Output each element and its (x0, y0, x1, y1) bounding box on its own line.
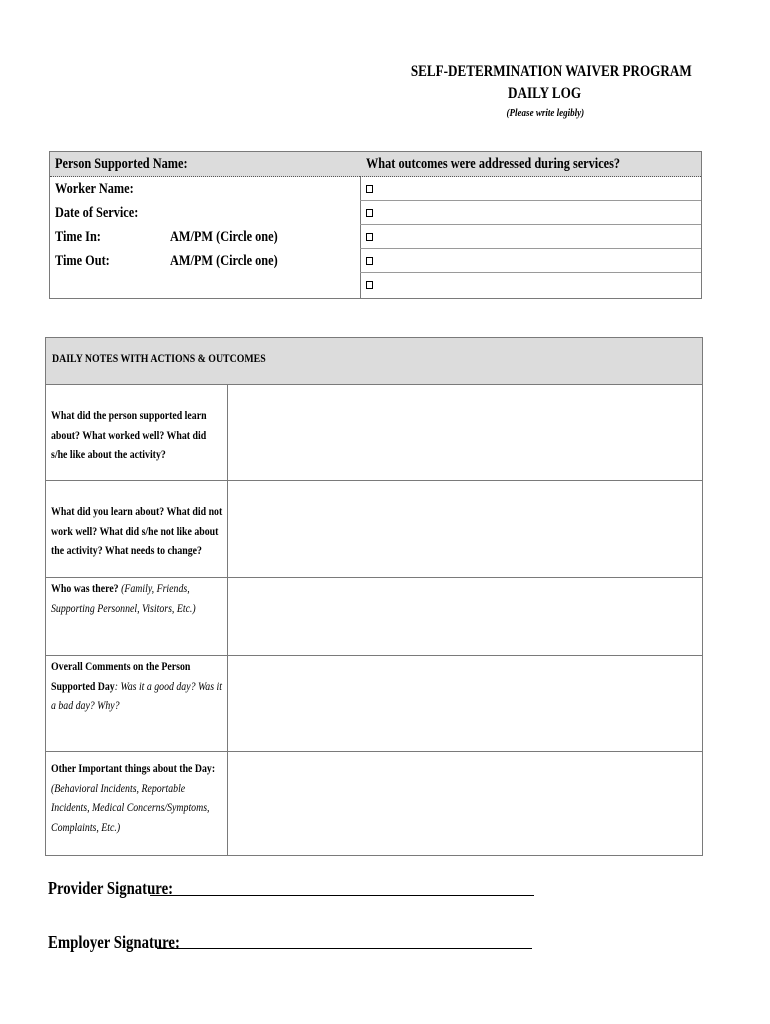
notes-row-worker-learned (46, 480, 702, 578)
time-in-field[interactable]: Time In: (55, 229, 101, 245)
legibility-note: (Please write legibly) (506, 107, 584, 119)
provider-signature-line[interactable] (150, 895, 534, 896)
outcomes-header: What outcomes were addressed during services? (366, 156, 621, 172)
provider-signature-label: Provider Signature: (48, 878, 174, 898)
worker-name-field[interactable]: Worker Name: (55, 181, 134, 197)
notes-answer-area[interactable] (228, 578, 702, 656)
outcome-checkbox[interactable] (366, 233, 373, 241)
notes-answer-area[interactable] (228, 385, 702, 481)
notes-question: Who was there? (51, 581, 119, 595)
form-subtitle: DAILY LOG (508, 85, 582, 102)
notes-question: Overall Comments on the Person Supported Day (51, 659, 191, 693)
outcome-row (360, 249, 701, 273)
time-out-ampm[interactable]: AM/PM (Circle one) (170, 253, 278, 269)
outcome-checkbox[interactable] (366, 209, 373, 217)
notes-row-other-important: Other Important things about the Day:(Behavioral Incidents, Reportable Incidents, Medical Concerns/Symptoms, Complaints, Etc.) (46, 751, 702, 856)
outcome-checkbox[interactable] (366, 185, 373, 193)
daily-notes-table (45, 337, 703, 856)
notes-question: What did you learn about? What did not work well? What did s/he not like about the activity? What needs to change? (51, 504, 223, 557)
outcome-checkbox[interactable] (366, 257, 373, 265)
notes-answer-area[interactable] (228, 752, 702, 856)
outcomes-column (360, 152, 701, 298)
time-out-field[interactable]: Time Out: (55, 253, 110, 269)
notes-question: Other Important things about the Day: (51, 761, 216, 775)
form-header (380, 62, 710, 120)
notes-answer-area[interactable] (228, 656, 702, 752)
daily-notes-header: DAILY NOTES WITH ACTIONS & OUTCOMES (52, 351, 266, 365)
info-fields (50, 152, 361, 298)
date-of-service-field[interactable]: Date of Service: (55, 205, 139, 221)
form-title: SELF-DETERMINATION WAIVER PROGRAM (410, 63, 692, 80)
notes-row-who-was-there: Who was there? (Family, Friends, Supporting Personnel, Visitors, Etc.) (46, 577, 702, 656)
info-table (49, 151, 702, 299)
notes-row-overall-comments: Overall Comments on the Person Supported Day: Was it a good day? Was it a bad day? Why? (46, 655, 702, 752)
notes-answer-area[interactable] (228, 481, 702, 578)
outcome-checkbox[interactable] (366, 281, 373, 289)
time-in-ampm[interactable]: AM/PM (Circle one) (170, 229, 278, 245)
notes-row-learned (46, 384, 702, 481)
person-supported-name-field[interactable]: Person Supported Name: (55, 156, 188, 172)
outcome-row (360, 177, 701, 201)
outcome-row (360, 273, 701, 297)
employer-signature-label: Employer Signature: (48, 932, 180, 952)
notes-question: What did the person supported learn about? What worked well? What did s/he like about the activity? (51, 408, 207, 461)
employer-signature-line[interactable] (157, 948, 532, 949)
outcome-row (360, 225, 701, 249)
outcome-row (360, 201, 701, 225)
outcome-checklist (360, 177, 701, 297)
